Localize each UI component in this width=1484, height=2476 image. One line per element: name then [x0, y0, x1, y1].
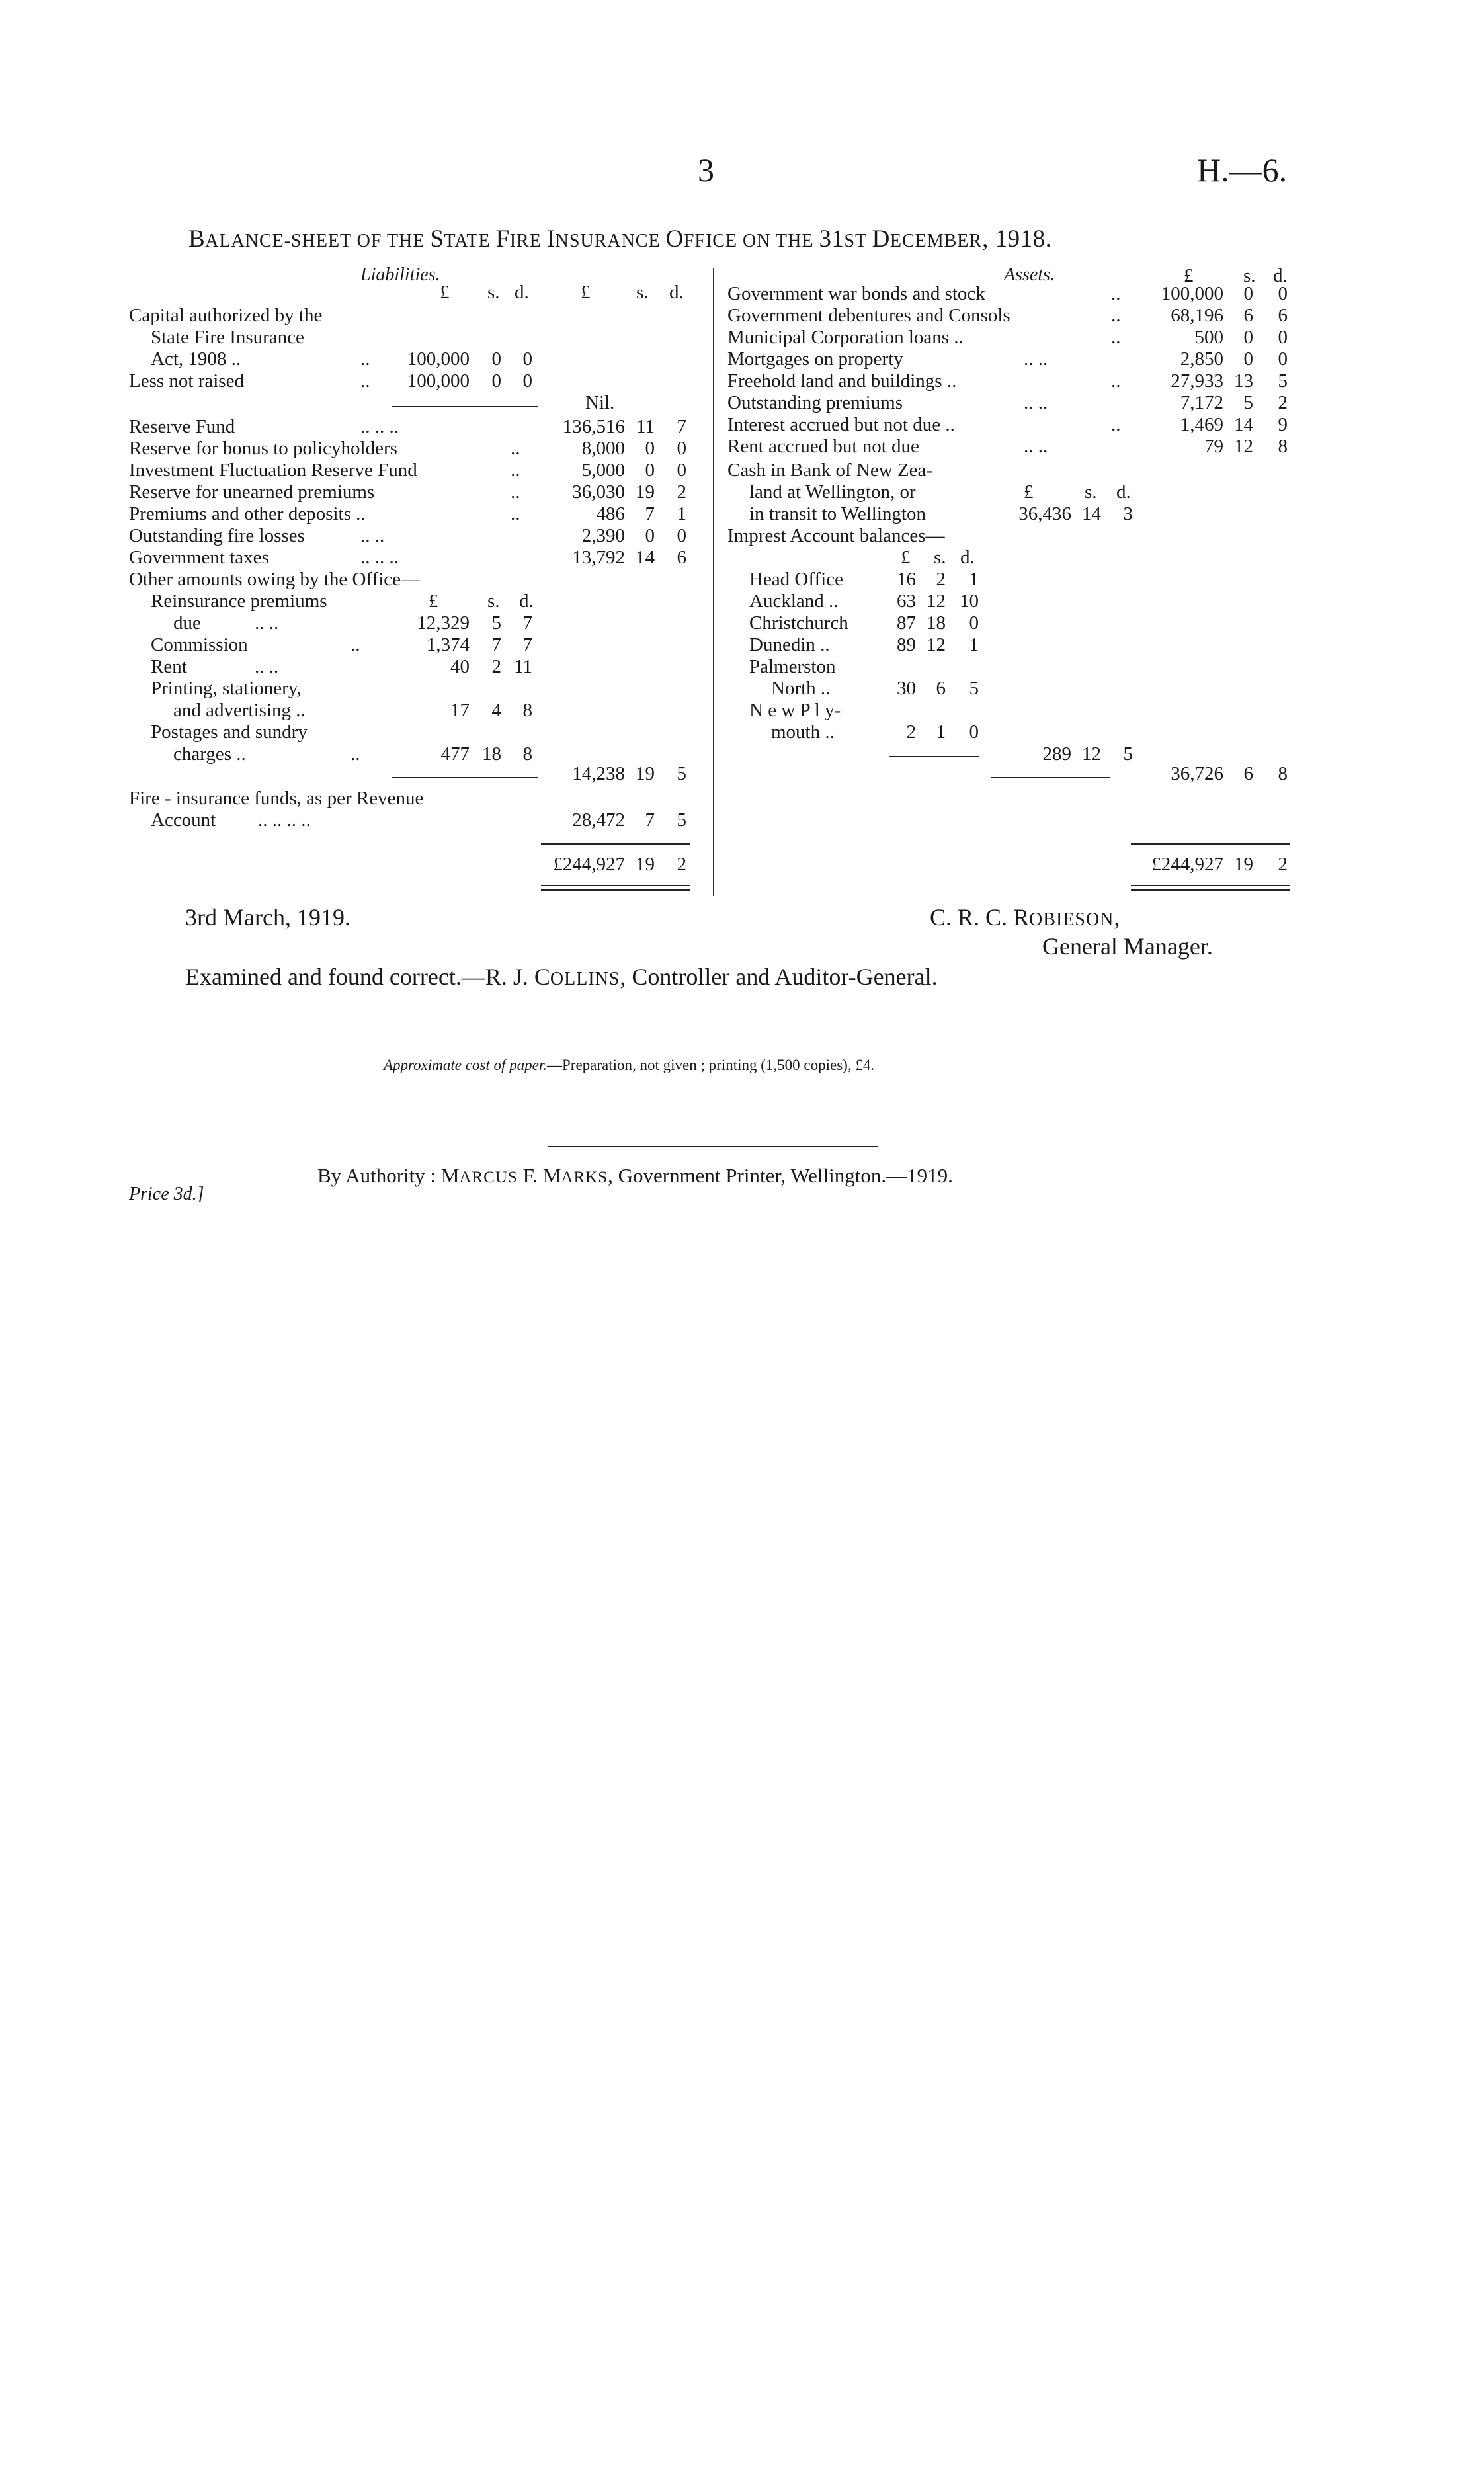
- liability-row-shillings: 11: [636, 416, 655, 437]
- asset-row-pounds: 68,196: [1171, 305, 1223, 326]
- printing-pounds: 17: [450, 700, 470, 721]
- liability-row-shillings: 0: [645, 525, 655, 546]
- authority-part: F. M: [517, 1164, 561, 1187]
- title-part: I: [546, 226, 556, 253]
- outer-d-header: d.: [669, 282, 684, 303]
- cash-s-header: s.: [1085, 481, 1097, 503]
- imprest-row-pence: 10: [960, 591, 979, 612]
- cash-d-header: d.: [1116, 481, 1131, 503]
- assets-total-pounds: £244,927: [1151, 854, 1223, 875]
- cash-label-1: Cash in Bank of New Zea-: [727, 460, 933, 481]
- less-not-raised-label: Less not raised: [129, 370, 244, 392]
- title-part: O: [665, 226, 684, 253]
- fire-funds-pounds: 28,472: [572, 809, 625, 831]
- signer-name: [930, 903, 1120, 931]
- asset-row-shillings: 0: [1243, 349, 1253, 370]
- palmerston-shillings: 6: [936, 678, 946, 699]
- cash-label-2: land at Wellington, or: [749, 481, 916, 503]
- other-total-pence: 5: [677, 763, 686, 784]
- liability-row-dots: ..: [511, 503, 520, 524]
- cost-note-part: —Preparation, not given ; printing (1,500 copies), £4.: [547, 1057, 875, 1073]
- liability-row-label: Reserve Fund: [129, 416, 235, 437]
- page-title: [188, 225, 1051, 253]
- reinsurance-shillings: 5: [491, 612, 501, 634]
- cash-shillings: 14: [1082, 503, 1101, 524]
- asset-row-pence: 5: [1278, 370, 1288, 392]
- authority-part: By Authority : M: [317, 1164, 460, 1187]
- reinsurance-dots: .. ..: [255, 612, 279, 634]
- title-part: F: [495, 226, 510, 253]
- rent-dots: .. ..: [255, 656, 279, 677]
- postages-label-2: charges ..: [173, 743, 246, 764]
- liability-row-pence: 1: [677, 503, 686, 524]
- fire-funds-label-1: Fire - insurance funds, as per Revenue: [129, 788, 424, 809]
- liability-row-label: Reserve for unearned premiums: [129, 481, 375, 503]
- column-divider: [713, 268, 714, 896]
- examined-part: Examined and found correct.—R. J. C: [185, 964, 550, 990]
- imprest-row-pounds: 63: [897, 591, 916, 612]
- title-part: ECEMBER: [889, 231, 983, 251]
- commission-label: Commission: [151, 634, 248, 655]
- asset-row-label: Government debentures and Consols: [727, 305, 1010, 326]
- printing-pence: 8: [522, 700, 532, 721]
- signer-name-part: C. R. C. R: [930, 904, 1030, 930]
- liability-row-pounds: 13,792: [572, 547, 625, 568]
- cash-total-pounds: 36,726: [1171, 763, 1223, 784]
- liability-row-pence: 7: [677, 416, 686, 437]
- outer-pound-header: £: [581, 282, 591, 303]
- asset-row-shillings: 6: [1243, 305, 1253, 326]
- liability-row-pence: 2: [677, 481, 686, 503]
- title-part: S: [430, 226, 444, 253]
- liability-row-pounds: 486: [596, 503, 625, 524]
- assets-d-header: d.: [1273, 265, 1288, 286]
- capital-shillings: 0: [491, 349, 501, 370]
- imprest-row-label: Dunedin ..: [749, 634, 830, 655]
- other-subtotal-rule: [392, 777, 538, 778]
- report-date: 3rd March, 1919.: [185, 904, 350, 930]
- page-number: 3: [698, 151, 714, 188]
- less-shillings: 0: [491, 370, 501, 392]
- authority-part: ARCUS: [459, 1169, 518, 1186]
- asset-row-pounds: 27,933: [1171, 370, 1223, 392]
- liability-row-dots: ..: [511, 481, 520, 503]
- liability-row-shillings: 0: [645, 438, 655, 459]
- asset-row-dots: ..: [1111, 305, 1121, 326]
- title-part: IRE: [509, 231, 547, 251]
- imprest-d-header: d.: [960, 547, 975, 568]
- signer-name-part: OBIESON: [1029, 909, 1114, 930]
- liability-row-pence: 0: [677, 438, 686, 459]
- liability-row-shillings: 0: [645, 460, 655, 481]
- liability-row-dots: .. ..: [360, 525, 385, 546]
- liability-row-shillings: 7: [645, 503, 655, 524]
- title-part: B: [188, 226, 206, 253]
- imprest-row-label: Auckland ..: [749, 591, 839, 612]
- postages-pounds: 477: [440, 743, 470, 764]
- cash-pounds: 36,436: [1018, 503, 1071, 524]
- asset-row-shillings: 5: [1243, 392, 1253, 413]
- title-part: TATE: [444, 231, 496, 251]
- other-total-shillings: 19: [636, 763, 655, 784]
- asset-row-shillings: 0: [1243, 327, 1253, 348]
- imprest-heading: Imprest Account balances—: [727, 525, 945, 546]
- palmerston-label-1: Palmerston: [749, 656, 836, 677]
- liability-row-pounds: 8,000: [581, 438, 625, 459]
- liabilities-total-pounds: £244,927: [553, 854, 625, 875]
- asset-row-label: Interest accrued but not due ..: [727, 414, 955, 435]
- fire-funds-label-2: Account: [151, 809, 216, 831]
- liability-row-dots: .. .. ..: [360, 416, 399, 437]
- cash-pound-header: £: [1024, 481, 1034, 503]
- liability-row-label: Outstanding fire losses: [129, 525, 305, 546]
- imprest-row-shillings: 2: [936, 569, 946, 590]
- commission-dots: ..: [350, 634, 360, 655]
- title-part: ALANCE-SHEET OF THE: [205, 231, 431, 251]
- liability-row-dots: .. .. ..: [360, 547, 399, 568]
- asset-row-dots: .. ..: [1024, 392, 1048, 413]
- liability-row-shillings: 14: [636, 547, 655, 568]
- palmerston-pence: 5: [969, 678, 979, 699]
- commission-pounds: 1,374: [426, 634, 470, 655]
- less-pounds: 100,000: [407, 370, 470, 392]
- other-total-pounds: 14,238: [572, 763, 625, 784]
- fire-funds-dots: .. .. .. ..: [258, 809, 311, 831]
- printing-label-1: Printing, stationery,: [151, 678, 302, 699]
- liability-row-pounds: 2,390: [581, 525, 625, 546]
- asset-row-dots: ..: [1111, 414, 1121, 435]
- imprest-total-shillings: 12: [1082, 743, 1101, 764]
- new-plymouth-pence: 0: [969, 722, 979, 743]
- other-d-header: d.: [519, 591, 534, 612]
- asset-row-pence: 0: [1278, 349, 1288, 370]
- imprest-row-label: Christchurch: [749, 612, 848, 634]
- liability-row-shillings: 19: [636, 481, 655, 503]
- cash-pence: 3: [1123, 503, 1133, 524]
- imprest-pound-header: £: [901, 547, 911, 568]
- liabilities-total-double-rule: [541, 885, 690, 891]
- liability-row-dots: ..: [511, 460, 520, 481]
- asset-row-dots: .. ..: [1024, 349, 1048, 370]
- liability-row-pence: 0: [677, 460, 686, 481]
- asset-row-shillings: 14: [1234, 414, 1253, 435]
- title-part: ST: [844, 231, 872, 251]
- postages-dots: ..: [350, 743, 360, 764]
- imprest-total-pounds: 289: [1042, 743, 1071, 764]
- examined-part: OLLINS: [550, 969, 620, 989]
- less-pence: 0: [522, 370, 532, 392]
- asset-row-shillings: 12: [1234, 436, 1253, 457]
- liability-row-pounds: 36,030: [572, 481, 625, 503]
- reinsurance-label-2: due: [173, 612, 201, 634]
- liability-row-pence: 0: [677, 525, 686, 546]
- asset-row-shillings: 13: [1234, 370, 1253, 392]
- liabilities-heading: Liabilities.: [360, 265, 440, 285]
- new-plymouth-pounds: 2: [906, 722, 916, 743]
- asset-row-pence: 0: [1278, 283, 1288, 304]
- capital-subtotal-rule: [392, 406, 538, 407]
- capital-net-value: Nil.: [585, 392, 615, 413]
- asset-row-label: Municipal Corporation loans ..: [727, 327, 964, 348]
- authority-rule: [548, 1146, 878, 1147]
- imprest-s-header: s.: [934, 547, 946, 568]
- imprest-row-pence: 0: [969, 612, 979, 634]
- liabilities-total-pence: 2: [677, 854, 686, 875]
- asset-row-pence: 2: [1278, 392, 1288, 413]
- asset-row-dots: ..: [1111, 327, 1121, 348]
- other-s-header: s.: [487, 591, 500, 612]
- new-plymouth-shillings: 1: [936, 722, 946, 743]
- cash-subtotal-rule: [991, 777, 1110, 778]
- palmerston-pounds: 30: [897, 678, 916, 699]
- asset-row-pence: 0: [1278, 327, 1288, 348]
- imprest-row-label: Head Office: [749, 569, 843, 590]
- imprest-row-pence: 1: [969, 569, 979, 590]
- fire-funds-pence: 5: [677, 809, 686, 831]
- authority-part: ARKS: [561, 1169, 608, 1186]
- title-part: NSURANCE: [555, 231, 666, 251]
- asset-row-shillings: 0: [1243, 283, 1253, 304]
- title-part: 31: [819, 226, 845, 253]
- cost-note-part: Approximate cost of paper.: [384, 1057, 548, 1073]
- examined-statement: [185, 963, 938, 991]
- other-amounts-heading: Other amounts owing by the Office—: [129, 569, 421, 590]
- capital-label-2: State Fire Insurance: [151, 327, 304, 348]
- title-part: , 1918.: [982, 226, 1052, 253]
- imprest-row-pounds: 89: [897, 634, 916, 655]
- reinsurance-pence: 7: [522, 612, 532, 634]
- new-plymouth-label-2: mouth ..: [771, 722, 835, 743]
- capital-dots: ..: [360, 349, 370, 370]
- imprest-row-shillings: 18: [927, 612, 946, 634]
- assets-total-shillings: 19: [1234, 854, 1253, 875]
- asset-row-pence: 9: [1278, 414, 1288, 435]
- cash-total-shillings: 6: [1243, 763, 1253, 784]
- assets-pound-header: £: [1184, 265, 1194, 286]
- asset-row-label: Outstanding premiums: [727, 392, 903, 413]
- liability-row-pounds: 5,000: [581, 460, 625, 481]
- printer-authority: [317, 1164, 953, 1188]
- printing-shillings: 4: [491, 700, 501, 721]
- signer-title: General Manager.: [1042, 933, 1213, 960]
- assets-s-header: s.: [1243, 265, 1256, 286]
- rent-label: Rent: [151, 656, 187, 677]
- asset-row-pounds: 2,850: [1180, 349, 1223, 370]
- commission-pence: 7: [522, 634, 532, 655]
- liability-row-dots: ..: [511, 438, 520, 459]
- imprest-total-pence: 5: [1123, 743, 1133, 764]
- asset-row-dots: ..: [1111, 370, 1121, 392]
- signer-name-part: ,: [1114, 904, 1120, 930]
- capital-label-1: Capital authorized by the: [129, 305, 323, 326]
- capital-pounds: 100,000: [407, 349, 470, 370]
- liabilities-total-shillings: 19: [636, 854, 655, 875]
- imprest-subtotal-rule: [889, 756, 979, 757]
- document-reference: H.—6.: [1197, 151, 1288, 188]
- cash-label-3: in transit to Wellington: [749, 503, 926, 524]
- title-part: D: [872, 226, 890, 253]
- printing-label-2: and advertising ..: [173, 700, 306, 721]
- liabilities-total-rule: [541, 843, 690, 845]
- asset-row-pounds: 100,000: [1161, 283, 1223, 304]
- liability-row-label: Government taxes: [129, 547, 269, 568]
- imprest-row-pence: 1: [969, 634, 979, 655]
- price-note: Price 3d.]: [129, 1184, 204, 1204]
- inner-s-header: s.: [487, 282, 500, 303]
- asset-row-dots: ..: [1111, 283, 1121, 304]
- assets-total-rule: [1131, 843, 1290, 845]
- rent-shillings: 2: [491, 656, 501, 677]
- asset-row-label: Mortgages on property: [727, 349, 903, 370]
- postages-label-1: Postages and sundry: [151, 722, 308, 743]
- palmerston-label-2: North ..: [771, 678, 831, 699]
- rent-pence: 11: [514, 656, 532, 677]
- capital-label-3: Act, 1908 ..: [151, 349, 241, 370]
- capital-pence: 0: [522, 349, 532, 370]
- asset-row-dots: .. ..: [1024, 436, 1048, 457]
- asset-row-pence: 8: [1278, 436, 1288, 457]
- rent-pounds: 40: [450, 656, 470, 677]
- liability-row-label: Investment Fluctuation Reserve Fund: [129, 460, 417, 481]
- liability-row-label: Reserve for bonus to policyholders: [129, 438, 397, 459]
- postages-shillings: 18: [482, 743, 501, 764]
- asset-row-pounds: 1,469: [1180, 414, 1223, 435]
- imprest-row-shillings: 12: [927, 591, 946, 612]
- asset-row-label: Government war bonds and stock: [727, 283, 985, 304]
- asset-row-pounds: 7,172: [1180, 392, 1223, 413]
- cash-total-pence: 8: [1278, 763, 1288, 784]
- asset-row-label: Freehold land and buildings ..: [727, 370, 957, 392]
- imprest-row-pounds: 87: [897, 612, 916, 634]
- liability-row-pounds: 136,516: [562, 416, 625, 437]
- examined-part: , Controller and Auditor-General.: [620, 964, 938, 990]
- reinsurance-pounds: 12,329: [417, 612, 470, 634]
- less-dots: ..: [360, 370, 370, 392]
- asset-row-pounds: 500: [1194, 327, 1223, 348]
- inner-d-header: d.: [515, 282, 529, 303]
- inner-pound-header: £: [440, 282, 450, 303]
- other-pound-header: £: [429, 591, 438, 612]
- assets-total-double-rule: [1131, 885, 1290, 891]
- commission-shillings: 7: [491, 634, 501, 655]
- authority-part: , Government Printer, Wellington.—1919.: [608, 1164, 953, 1187]
- fire-funds-shillings: 7: [645, 809, 655, 831]
- asset-row-label: Rent accrued but not due: [727, 436, 919, 457]
- outer-s-header: s.: [636, 282, 649, 303]
- liability-row-pence: 6: [677, 547, 686, 568]
- asset-row-pounds: 79: [1204, 436, 1223, 457]
- cost-of-paper-note: [384, 1057, 874, 1074]
- imprest-row-pounds: 16: [897, 569, 916, 590]
- assets-total-pence: 2: [1278, 854, 1288, 875]
- liability-row-label: Premiums and other deposits ..: [129, 503, 366, 524]
- imprest-row-shillings: 12: [927, 634, 946, 655]
- asset-row-pence: 6: [1278, 305, 1288, 326]
- postages-pence: 8: [522, 743, 532, 764]
- reinsurance-label-1: Reinsurance premiums: [151, 591, 327, 612]
- new-plymouth-label-1: N e w P l y-: [749, 700, 841, 721]
- assets-heading: Assets.: [1004, 265, 1055, 285]
- title-part: FFICE ON THE: [683, 231, 819, 251]
